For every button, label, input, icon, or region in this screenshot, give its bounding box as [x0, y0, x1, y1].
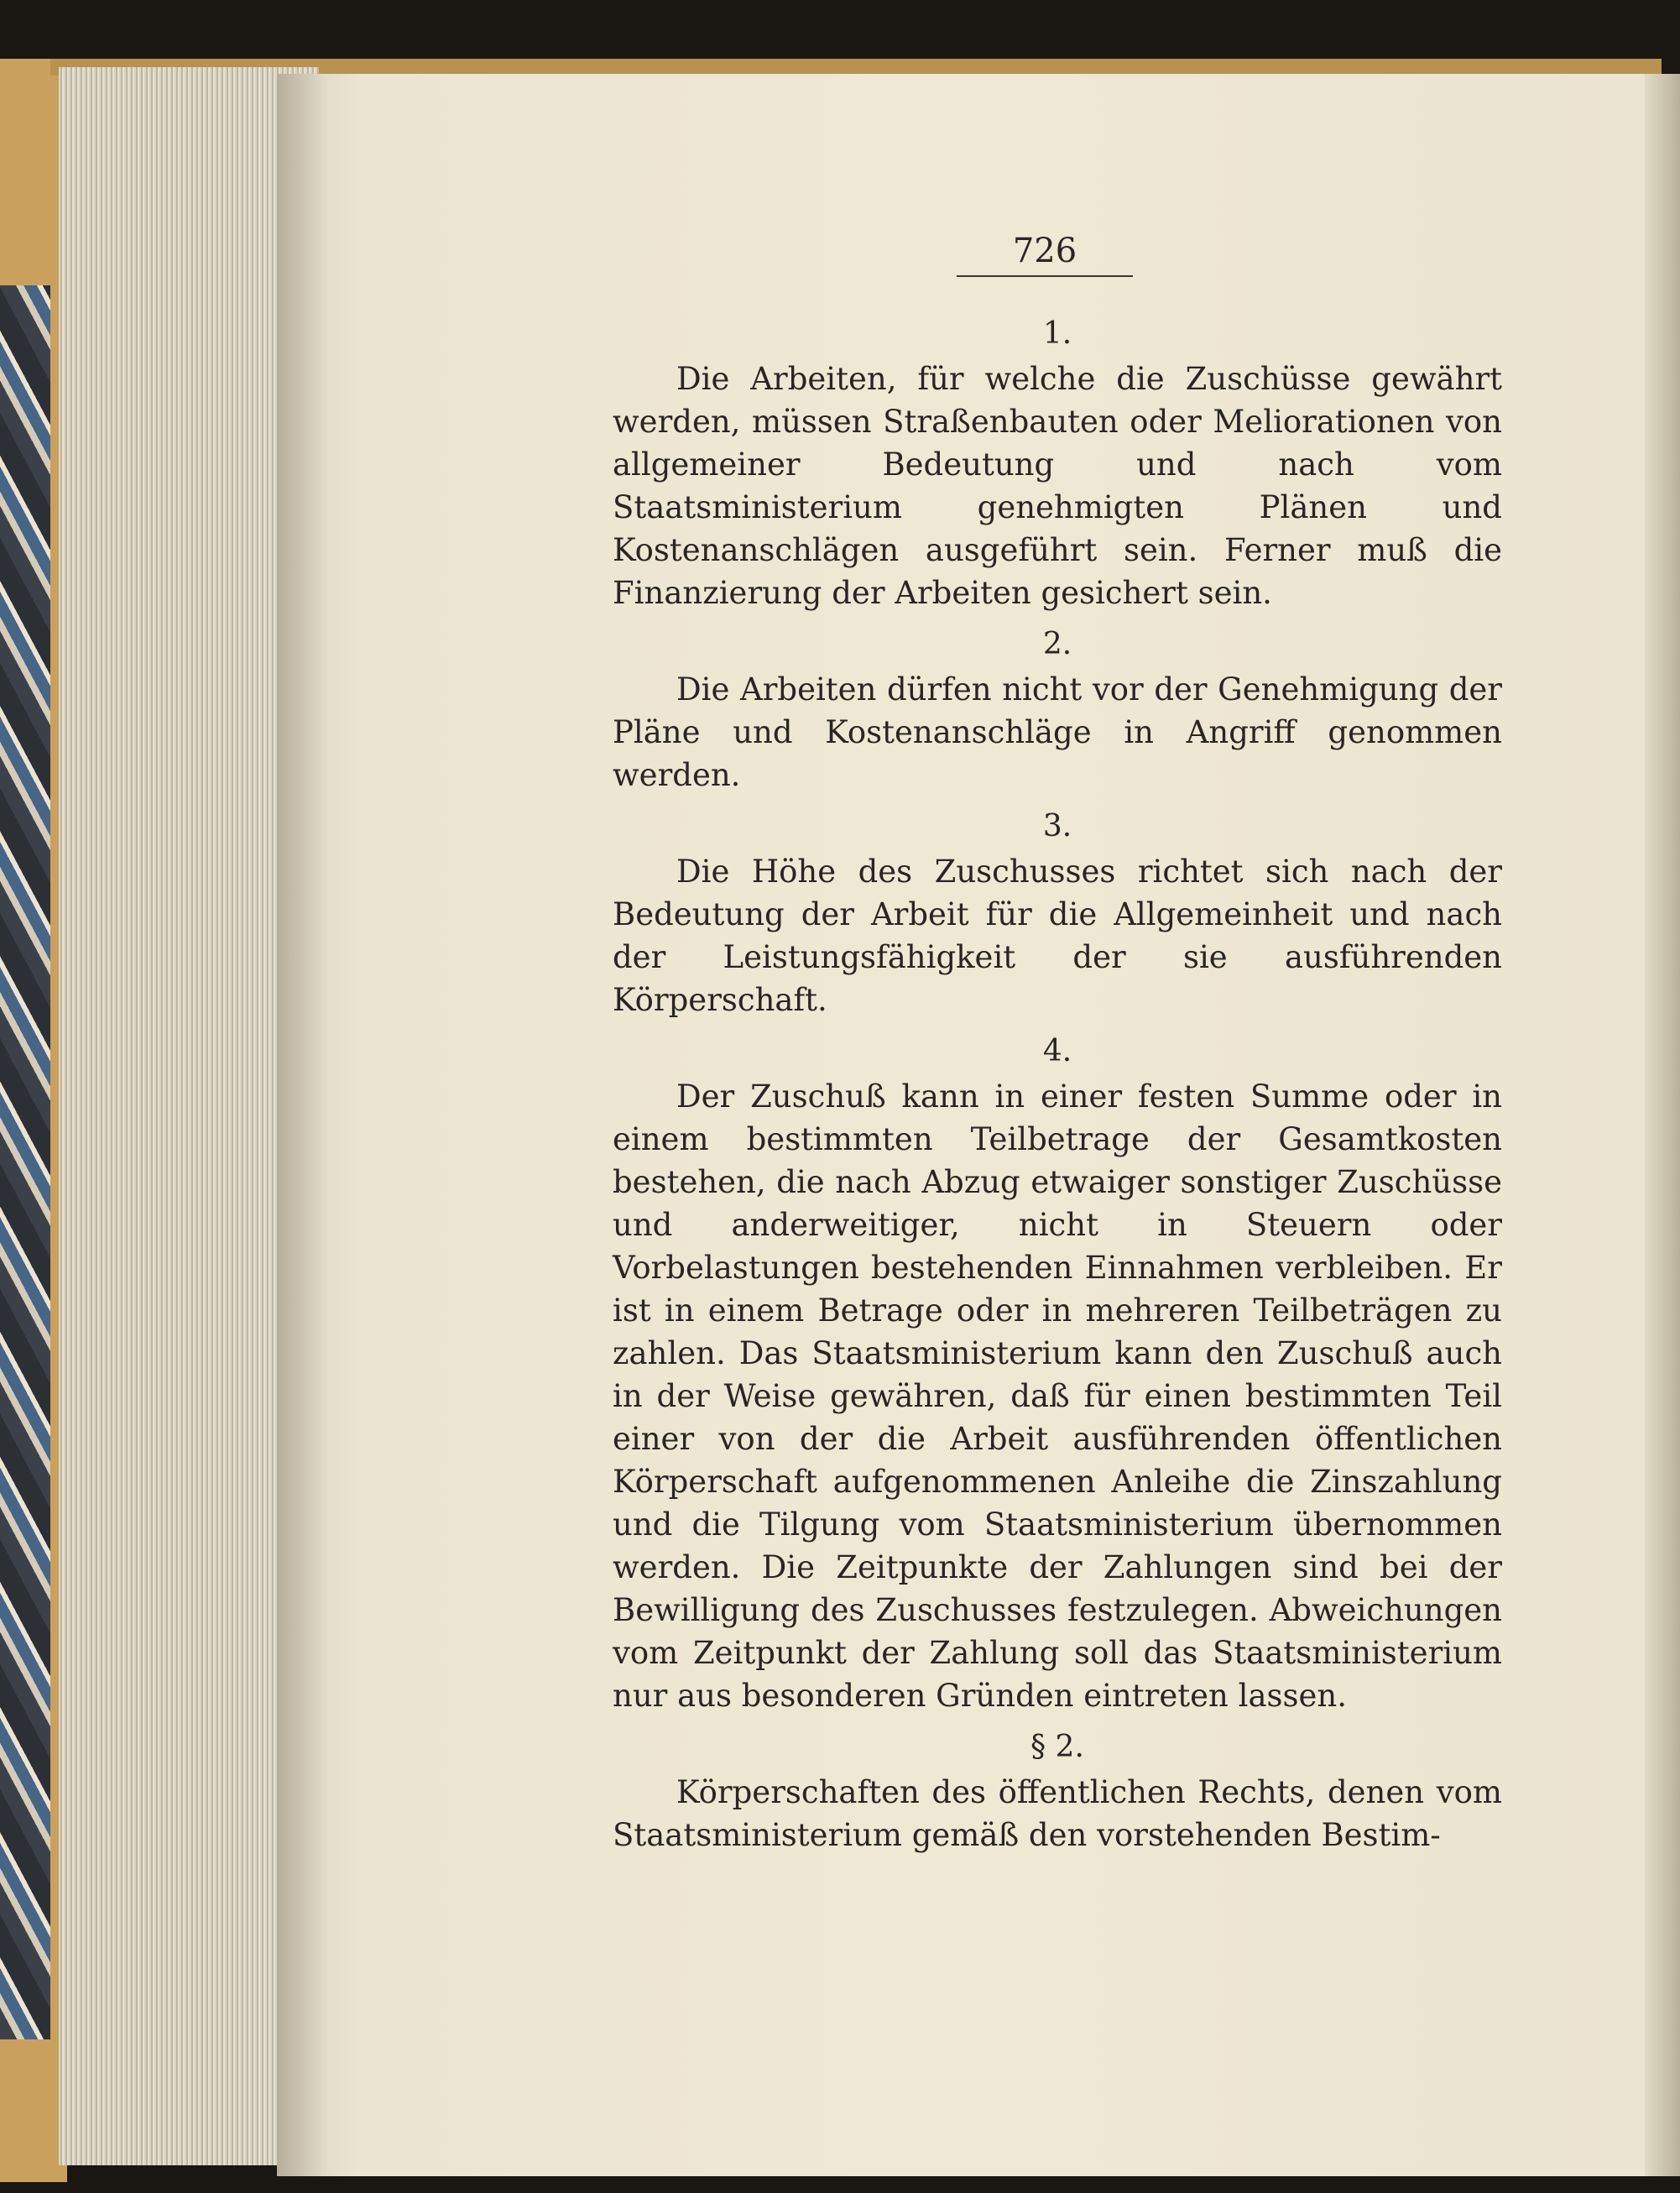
- page-number-rule: [957, 275, 1133, 277]
- section-number: § 2.: [1030, 1730, 1084, 1764]
- section-paragraph: Die Arbeiten, für welche die Zuschüsse gewährt werden, müssen Straßenbauten oder Meliorationen von allgemeiner Bedeutung und nach vom Staatsministerium genehmigten Plänen und Kostenanschlägen ausgeführt sein. Ferner muß die Finanzierung der Arbeiten gesichert sein.: [613, 361, 1502, 611]
- section-paragraph-2: [613, 1724, 1502, 1856]
- section-3: [613, 803, 1502, 1021]
- page-content: [613, 311, 1502, 1863]
- page-gutter-shadow: [277, 74, 327, 2176]
- section-paragraph: Körperschaften des öffentlichen Rechts, denen vom Staatsministerium gemäß den vorstehenden Bestim-: [613, 1774, 1502, 1853]
- section-number: 4.: [1042, 1034, 1072, 1068]
- page-number: 726: [1012, 232, 1077, 270]
- section-1: [613, 311, 1502, 614]
- section-paragraph: Die Arbeiten dürfen nicht vor der Genehmigung der Pläne und Kostenanschläge in Angriff genommen werden.: [613, 671, 1502, 793]
- section-4: [613, 1028, 1502, 1717]
- section-number: 1.: [1042, 316, 1072, 351]
- section-number: 3.: [1042, 809, 1072, 843]
- section-number: 2.: [1042, 627, 1072, 661]
- section-paragraph: Die Höhe des Zuschusses richtet sich nach der Bedeutung der Arbeit für die Allgemeinheit und nach der Leistungsfähigkeit der sie ausführenden Körperschaft.: [613, 854, 1502, 1018]
- section-paragraph: Der Zuschuß kann in einer festen Summe oder in einem bestimmten Teilbetrage der Gesamtkosten bestehen, die nach Abzug etwaiger sonstiger Zuschüsse und anderweitiger, nicht in Steuern oder Vorbelastungen bestehenden Einnahmen verbleiben. Er ist in einem Betrage oder in mehreren Teilbeträgen zu zahlen. Das Staatsministerium kann den Zuschuß auch in der Weise gewähren, daß für einen bestimmten Teil einer von der die Arbeit ausführenden öffentlichen Körperschaft aufgenommenen Anleihe die Zinszahlung und die Tilgung vom Staatsministerium übernommen werden. Die Zeitpunkte der Zahlungen sind bei der Bewilligung des Zuschusses festzulegen. Abweichungen vom Zeitpunkt der Zahlung soll das Staatsministerium nur aus besonderen Gründen eintreten lassen.: [613, 1078, 1502, 1714]
- marbled-endpaper: [0, 285, 50, 2039]
- section-2: [613, 621, 1502, 796]
- right-page-edge: [1645, 74, 1680, 2176]
